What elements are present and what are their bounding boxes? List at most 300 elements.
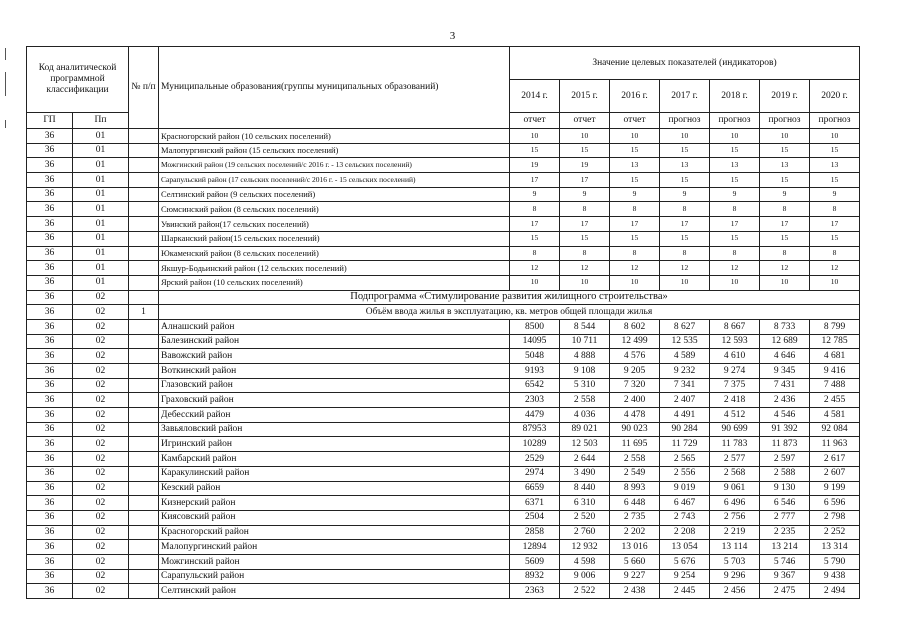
value-cell: 9 367 [760,569,810,584]
table-row [27,437,860,452]
table-row [27,466,860,481]
value-cell: 12 [610,261,660,276]
municipality-name: Вавожский район [159,349,510,364]
gp-cell: 36 [27,290,73,305]
value-cell: 7 341 [660,378,710,393]
value-cell: 2 202 [610,525,660,540]
municipality-name: Якшур-Бодьинский район (12 сельских поселений) [159,261,510,276]
municipality-name: Завьяловский район [159,422,510,437]
municipality-name: Можгинский район (19 сельских поселений/с 2016 г. - 13 сельских поселений) [159,158,510,173]
value-cell: 10 [510,275,560,290]
value-cell: 2 438 [610,584,660,599]
table-row [27,187,860,202]
value-cell: 12 [760,261,810,276]
municipality-name: Сюмсинский район (8 сельских поселений) [159,202,510,217]
code-classification-header: Код аналитической программной классификации [27,47,129,113]
pp-cell: 01 [73,275,129,290]
pp-cell: 01 [73,143,129,158]
value-cell: 9 [610,187,660,202]
value-cell: 17 [610,217,660,232]
municipality-name: Кезский район [159,481,510,496]
municipality-name: Игринский район [159,437,510,452]
municipality-name: Камбарский район [159,452,510,467]
value-cell: 6659 [510,481,560,496]
table-row [27,378,860,393]
number-cell [129,217,159,232]
value-cell: 8 [710,202,760,217]
pp-cell: 02 [73,393,129,408]
table-row [27,261,860,276]
value-cell: 17 [710,217,760,232]
gp-cell: 36 [27,129,73,144]
value-cell: 19 [560,158,610,173]
value-cell: 4 546 [760,408,810,423]
value-cell: 8932 [510,569,560,584]
number-cell: 1 [129,305,159,320]
number-cell [129,261,159,276]
value-cell: 10 [560,275,610,290]
value-cell: 10289 [510,437,560,452]
value-cell: 9 416 [810,364,860,379]
margin-mark [5,72,6,96]
gp-cell: 36 [27,422,73,437]
table-row [27,364,860,379]
value-cell: 2 208 [660,525,710,540]
gp-cell: 36 [27,554,73,569]
value-cell: 4479 [510,408,560,423]
value-cell: 2 760 [560,525,610,540]
value-cell: 15 [710,173,760,188]
value-cell: 8 [610,246,660,261]
pp-cell: 02 [73,452,129,467]
municipality-name: Малопургинский район (15 сельских поселений) [159,143,510,158]
value-cell: 92 084 [810,422,860,437]
gp-cell: 36 [27,393,73,408]
value-cell: 2 252 [810,525,860,540]
pp-cell: 02 [73,349,129,364]
municipality-name: Можгинский район [159,554,510,569]
value-cell: 2 475 [760,584,810,599]
pp-cell: 02 [73,290,129,305]
number-header: № п/п [129,47,159,129]
gp-cell: 36 [27,202,73,217]
value-cell: 8 667 [710,319,760,334]
municipality-name: Увинский район(17 сельских поселений) [159,217,510,232]
value-cell: 9 [660,187,710,202]
value-cell: 9193 [510,364,560,379]
table-row [27,349,860,364]
value-cell: 10 [660,275,710,290]
gp-cell: 36 [27,275,73,290]
value-cell: 8 [760,246,810,261]
value-cell: 9 [560,187,610,202]
value-cell: 9 205 [610,364,660,379]
pp-cell: 02 [73,584,129,599]
municipality-name: Дебесский район [159,408,510,423]
value-cell: 14095 [510,334,560,349]
value-cell: 6 467 [660,496,710,511]
pp-cell: 02 [73,554,129,569]
number-cell [129,525,159,540]
pp-cell: 02 [73,364,129,379]
gp-cell: 36 [27,481,73,496]
pp-cell: 01 [73,187,129,202]
number-cell [129,554,159,569]
number-cell [129,408,159,423]
municipality-name: Малопургинский район [159,540,510,555]
value-cell: 15 [510,231,560,246]
value-cell: 4 512 [710,408,760,423]
value-cell: 6 496 [710,496,760,511]
value-cell: 4 681 [810,349,860,364]
value-cell: 9 [810,187,860,202]
value-cell: 8 993 [610,481,660,496]
value-cell: 89 021 [560,422,610,437]
pp-cell: 01 [73,158,129,173]
municipality-name: Кизнерский район [159,496,510,511]
value-cell: 7 375 [710,378,760,393]
value-cell: 8 544 [560,319,610,334]
value-cell: 8 [810,246,860,261]
value-cell: 12 [710,261,760,276]
value-cell: 4 036 [560,408,610,423]
table-row [27,408,860,423]
value-cell: 13 016 [610,540,660,555]
pp-cell: 01 [73,129,129,144]
value-cell: 10 [710,129,760,144]
pp-cell: 01 [73,202,129,217]
value-cell: 8 [660,202,710,217]
indicator-title: Объём ввода жилья в эксплуатацию, кв. метров общей площади жилья [159,305,860,320]
value-cell: 8 [660,246,710,261]
pp-cell: 01 [73,173,129,188]
value-cell: 10 [510,129,560,144]
table-row [27,129,860,144]
gp-cell: 36 [27,540,73,555]
value-cell: 2 798 [810,510,860,525]
pp-cell: 02 [73,319,129,334]
margin-mark [5,120,6,128]
value-cell: 9 019 [660,481,710,496]
value-cell: 4 491 [660,408,710,423]
table-row [27,275,860,290]
value-cell: 5048 [510,349,560,364]
value-cell: 2 549 [610,466,660,481]
table-row [27,510,860,525]
number-cell [129,187,159,202]
number-cell [129,319,159,334]
value-cell: 15 [760,231,810,246]
gp-cell: 36 [27,584,73,599]
value-cell: 5 790 [810,554,860,569]
value-cell: 2 456 [710,584,760,599]
gp-header: ГП [27,113,73,129]
value-cell: 12 503 [560,437,610,452]
value-cell: 8 [560,246,610,261]
pp-cell: 02 [73,305,129,320]
pp-cell: 01 [73,246,129,261]
table-row [27,422,860,437]
table-row [27,496,860,511]
number-cell [129,481,159,496]
number-cell [129,496,159,511]
page-number: 3 [449,30,456,42]
type-header: прогноз [660,113,710,129]
value-cell: 9 345 [760,364,810,379]
value-cell: 10 [760,275,810,290]
year-header: 2017 г. [660,80,710,113]
value-cell: 8 602 [610,319,660,334]
pp-cell: 01 [73,261,129,276]
number-cell [129,569,159,584]
subsection-row [27,305,860,320]
value-cell: 13 [610,158,660,173]
value-cell: 15 [510,143,560,158]
value-cell: 9 438 [810,569,860,584]
value-cell: 2 568 [710,466,760,481]
value-cell: 15 [710,143,760,158]
value-cell: 13 054 [660,540,710,555]
value-cell: 15 [560,143,610,158]
number-cell [129,202,159,217]
year-header: 2020 г. [810,80,860,113]
value-cell: 12 593 [710,334,760,349]
value-cell: 9 061 [710,481,760,496]
pp-cell: 02 [73,437,129,452]
number-cell [129,246,159,261]
number-cell [129,231,159,246]
table-row [27,452,860,467]
value-cell: 6371 [510,496,560,511]
gp-cell: 36 [27,217,73,232]
value-cell: 2 777 [760,510,810,525]
pp-cell: 02 [73,569,129,584]
value-cell: 2 743 [660,510,710,525]
value-cell: 2303 [510,393,560,408]
gp-cell: 36 [27,569,73,584]
value-cell: 15 [560,231,610,246]
table-row [27,481,860,496]
value-cell: 17 [560,217,610,232]
table-row [27,143,860,158]
municipality-name: Киясовский район [159,510,510,525]
value-cell: 2 644 [560,452,610,467]
municipality-name: Селтинский район [159,584,510,599]
municipality-name: Красногорский район (10 сельских поселений) [159,129,510,144]
value-cell: 9 227 [610,569,660,584]
value-cell: 8 440 [560,481,610,496]
number-cell [129,290,159,305]
value-cell: 9 108 [560,364,610,379]
value-cell: 12 932 [560,540,610,555]
pp-cell: 02 [73,422,129,437]
pp-cell: 02 [73,378,129,393]
pp-cell: 02 [73,525,129,540]
table-row [27,334,860,349]
table-row [27,393,860,408]
table-row [27,319,860,334]
type-header: прогноз [710,113,760,129]
number-cell [129,275,159,290]
value-cell: 2 418 [710,393,760,408]
value-cell: 12 689 [760,334,810,349]
value-cell: 2363 [510,584,560,599]
value-cell: 2 588 [760,466,810,481]
number-cell [129,466,159,481]
value-cell: 4 598 [560,554,610,569]
value-cell: 9 274 [710,364,760,379]
value-cell: 9 199 [810,481,860,496]
table-row [27,569,860,584]
value-cell: 9 [760,187,810,202]
value-cell: 13 214 [760,540,810,555]
value-cell: 2 556 [660,466,710,481]
value-cell: 2 219 [710,525,760,540]
value-cell: 4 581 [810,408,860,423]
table-row [27,584,860,599]
value-cell: 10 [560,129,610,144]
pp-cell: 02 [73,496,129,511]
value-cell: 17 [810,217,860,232]
value-cell: 19 [510,158,560,173]
value-cell: 15 [710,231,760,246]
value-cell: 11 695 [610,437,660,452]
value-cell: 2 597 [760,452,810,467]
value-cell: 12 [810,261,860,276]
type-header: прогноз [810,113,860,129]
municipality-name: Юкаменский район (8 сельских поселений) [159,246,510,261]
value-cell: 4 888 [560,349,610,364]
value-cell: 12 499 [610,334,660,349]
section-title: Подпрограмма «Стимулирование развития жилищного строительства» [159,290,860,305]
table-row [27,217,860,232]
table-row [27,554,860,569]
value-cell: 8 [510,246,560,261]
table-row [27,173,860,188]
municipality-name: Сарапульский район [159,569,510,584]
gp-cell: 36 [27,378,73,393]
value-cell: 13 [660,158,710,173]
value-cell: 7 488 [810,378,860,393]
value-cell: 91 392 [760,422,810,437]
value-cell: 15 [810,173,860,188]
value-cell: 5609 [510,554,560,569]
municipality-name: Граховский район [159,393,510,408]
year-header: 2015 г. [560,80,610,113]
values-title-header: Значение целевых показателей (индикаторов) [510,47,860,80]
value-cell: 7 320 [610,378,660,393]
gp-cell: 36 [27,452,73,467]
value-cell: 11 729 [660,437,710,452]
pp-cell: 01 [73,217,129,232]
value-cell: 2 558 [610,452,660,467]
gp-cell: 36 [27,231,73,246]
table-row [27,158,860,173]
value-cell: 17 [560,173,610,188]
gp-cell: 36 [27,187,73,202]
value-cell: 6 310 [560,496,610,511]
value-cell: 3 490 [560,466,610,481]
value-cell: 90 699 [710,422,760,437]
value-cell: 15 [660,231,710,246]
value-cell: 13 314 [810,540,860,555]
number-cell [129,584,159,599]
municipality-name: Алнашский район [159,319,510,334]
number-cell [129,364,159,379]
pp-cell: 01 [73,231,129,246]
year-header: 2018 г. [710,80,760,113]
margin-mark [5,48,6,60]
number-cell [129,158,159,173]
value-cell: 5 310 [560,378,610,393]
pp-cell: 02 [73,334,129,349]
gp-cell: 36 [27,319,73,334]
value-cell: 13 [760,158,810,173]
value-cell: 17 [760,217,810,232]
value-cell: 15 [810,143,860,158]
gp-cell: 36 [27,496,73,511]
value-cell: 4 478 [610,408,660,423]
municipality-name: Ярский район (10 сельских поселений) [159,275,510,290]
gp-cell: 36 [27,437,73,452]
pp-cell: 02 [73,540,129,555]
value-cell: 8 [560,202,610,217]
value-cell: 15 [760,143,810,158]
type-header: отчет [560,113,610,129]
value-cell: 2 617 [810,452,860,467]
value-cell: 8 799 [810,319,860,334]
value-cell: 2 436 [760,393,810,408]
municipality-name: Шарканский район(15 сельских поселений) [159,231,510,246]
value-cell: 5 660 [610,554,660,569]
value-cell: 2 607 [810,466,860,481]
value-cell: 8 [710,246,760,261]
value-cell: 4 646 [760,349,810,364]
value-cell: 8500 [510,319,560,334]
value-cell: 2 445 [660,584,710,599]
value-cell: 9 006 [560,569,610,584]
gp-cell: 36 [27,408,73,423]
value-cell: 2 235 [760,525,810,540]
value-cell: 2 565 [660,452,710,467]
value-cell: 9 232 [660,364,710,379]
value-cell: 90 284 [660,422,710,437]
table-row [27,202,860,217]
value-cell: 17 [510,217,560,232]
municipality-name: Красногорский район [159,525,510,540]
table-row [27,525,860,540]
value-cell: 15 [610,143,660,158]
value-cell: 9 254 [660,569,710,584]
gp-cell: 36 [27,173,73,188]
value-cell: 11 963 [810,437,860,452]
value-cell: 15 [760,173,810,188]
value-cell: 2529 [510,452,560,467]
number-cell [129,510,159,525]
value-cell: 2 522 [560,584,610,599]
value-cell: 2 577 [710,452,760,467]
value-cell: 10 [810,275,860,290]
value-cell: 12 785 [810,334,860,349]
value-cell: 6 546 [760,496,810,511]
type-header: прогноз [760,113,810,129]
value-cell: 2 735 [610,510,660,525]
number-cell [129,422,159,437]
gp-cell: 36 [27,246,73,261]
number-cell [129,393,159,408]
number-cell [129,378,159,393]
gp-cell: 36 [27,158,73,173]
